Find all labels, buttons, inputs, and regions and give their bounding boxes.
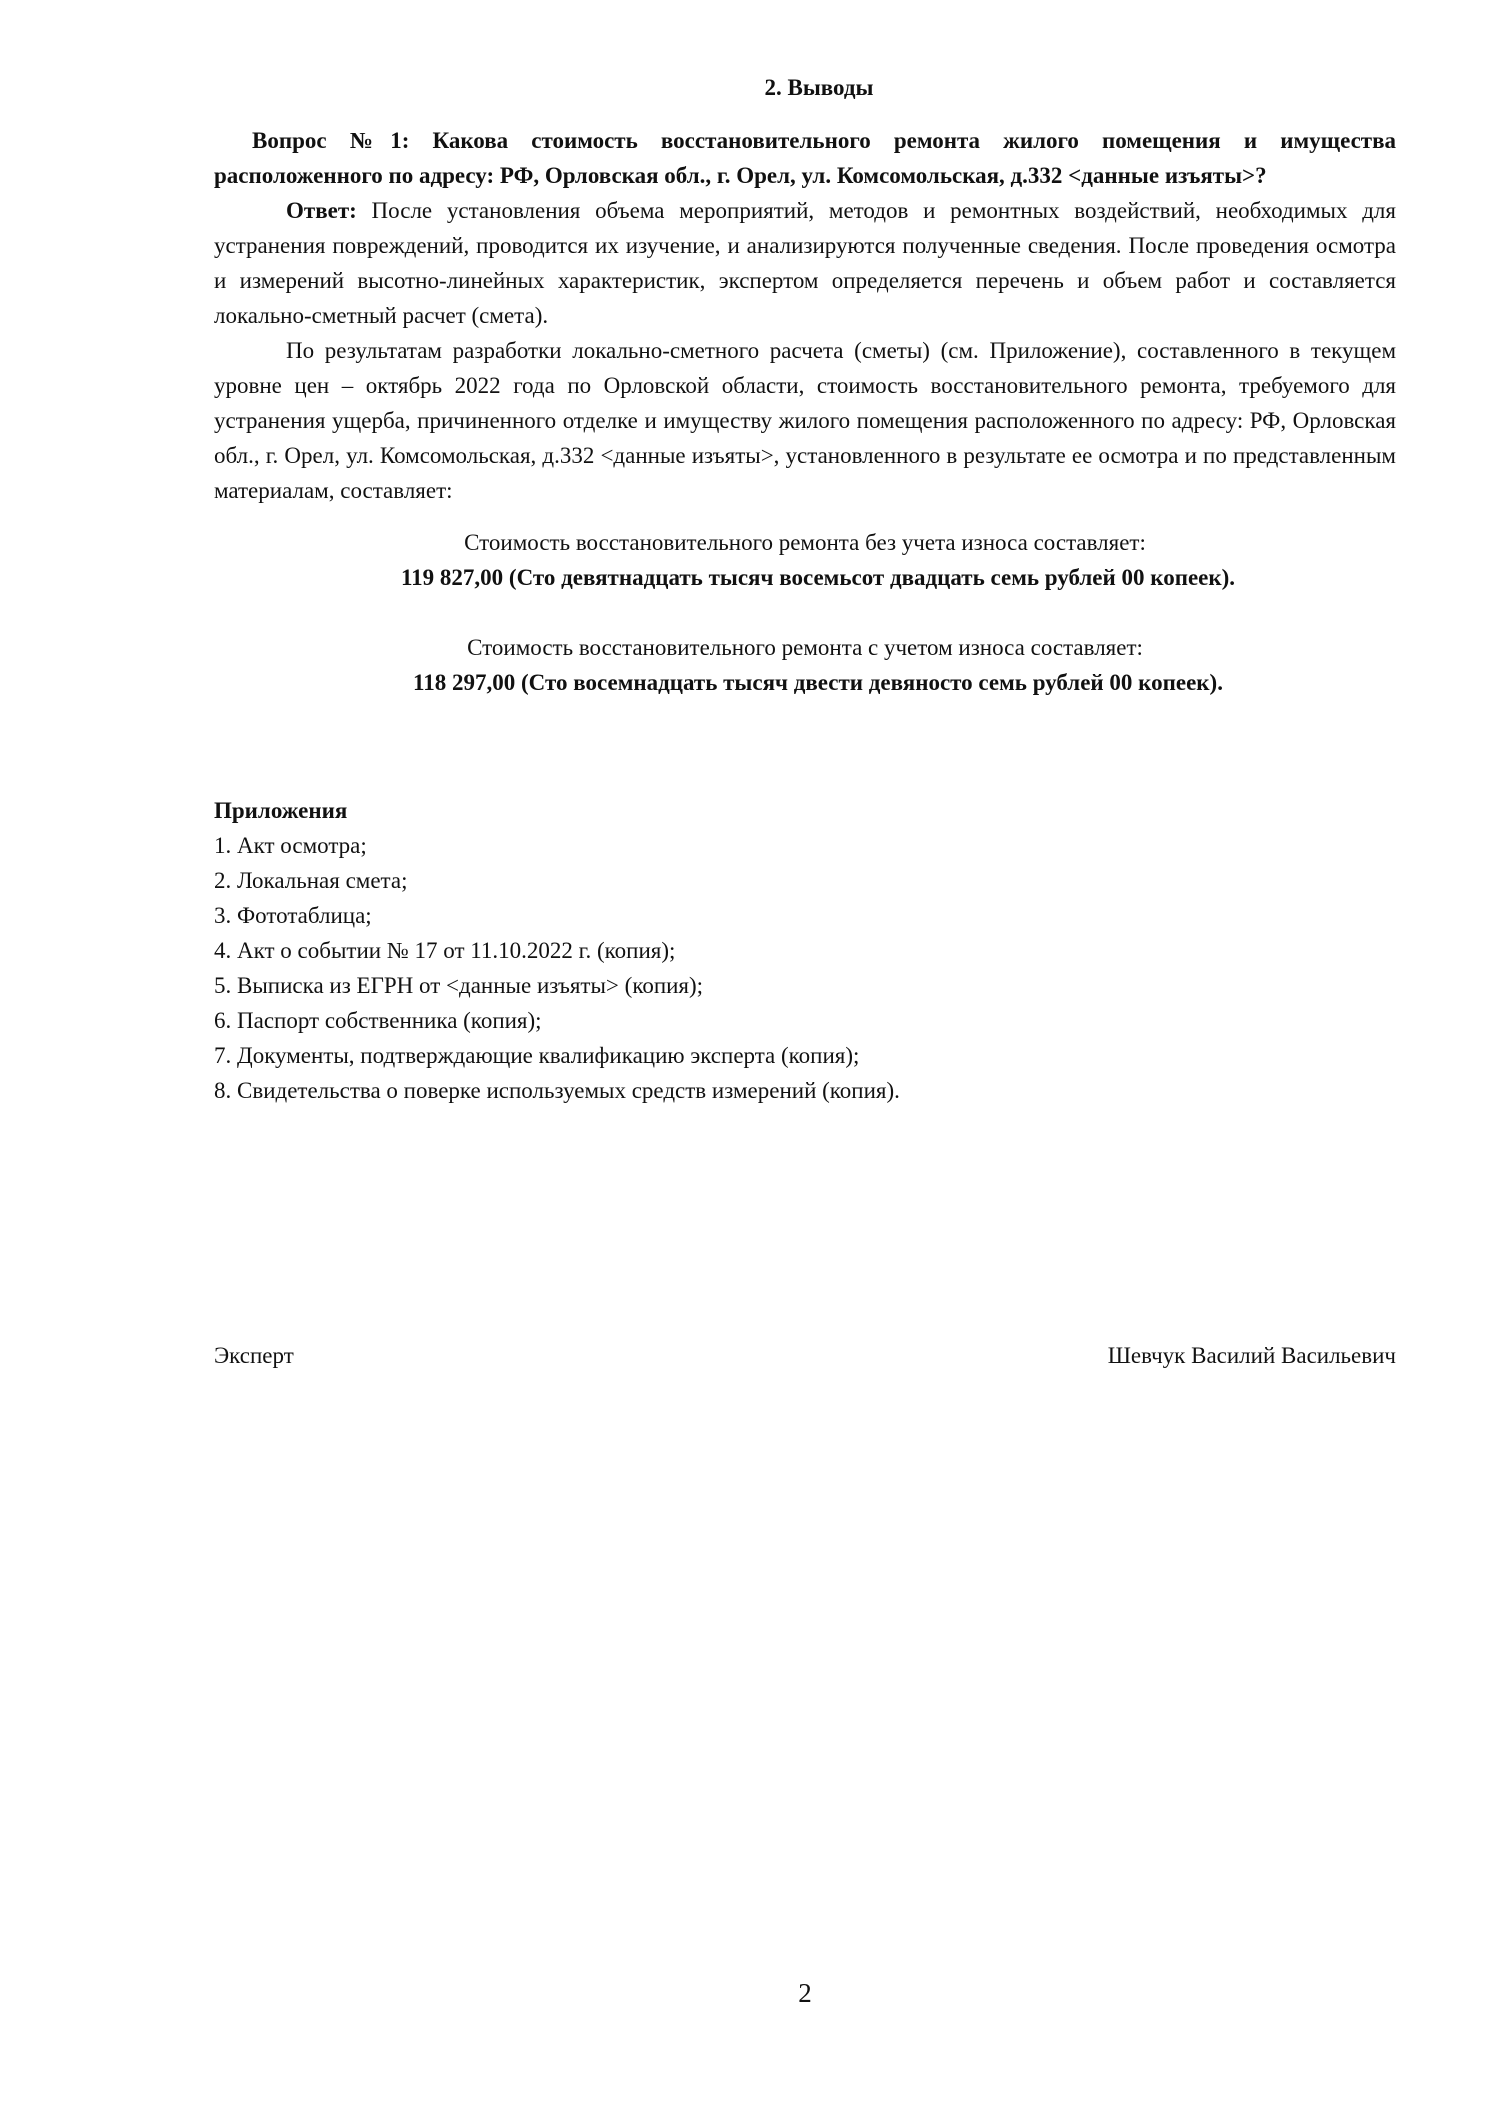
answer-label: Ответ: [286, 198, 357, 223]
cost-without-wear [214, 525, 1396, 595]
appendix-item: 4. Акт о событии № 17 от 11.10.2022 г. (копия); [214, 938, 676, 963]
signature-name: Шевчук Василий Васильевич [1107, 1343, 1396, 1368]
appendix-item: 6. Паспорт собственника (копия); [214, 1008, 542, 1033]
appendix-item: 3. Фототаблица; [214, 903, 372, 928]
cost-with-wear-amount: 118 297,00 (Сто восемнадцать тысяч двести девяносто семь рублей 00 копеек). [413, 670, 1223, 695]
appendix-item: 8. Свидетельства о поверке используемых средств измерений (копия). [214, 1078, 900, 1103]
results-paragraph: По результатам разработки локально-сметного расчета (сметы) (см. Приложение), составленного в текущем уровне цен – октябрь 2022 года по Орловской области, стоимость восстановительного ремонта, требуемого для устранения ущерба, причиненного отделке и имуществу жилого помещения расположенного по адресу: РФ, Орловская обл., г. Орел, ул. Комсомольская, д.332 <данные изъяты>, установленного в результате ее осмотра и по представленным материалам, составляет: [214, 338, 1396, 503]
answer-paragraph [214, 193, 1396, 333]
section-heading: 2. Выводы [764, 75, 874, 100]
cost-with-wear [214, 630, 1396, 700]
cost-without-wear-amount: 119 827,00 (Сто девятнадцать тысяч восемьсот двадцать семь рублей 00 копеек). [400, 565, 1236, 590]
cost-with-wear-caption: Стоимость восстановительного ремонта с учетом износа составляет: [467, 635, 1143, 660]
page-number: 2 [798, 1978, 812, 2008]
document-body [214, 70, 1396, 1108]
appendix-item: 1. Акт осмотра; [214, 833, 367, 858]
appendix-item: 5. Выписка из ЕГРН от <данные изъяты> (копия); [214, 973, 704, 998]
appendix-item: 7. Документы, подтверждающие квалификацию эксперта (копия); [214, 1043, 860, 1068]
signature-line [214, 1338, 1396, 1373]
answer-text: После установления объема мероприятий, методов и ремонтных воздействий, необходимых для устранения повреждений, проводится их изучение, и анализируются полученные сведения. После проведения осмотра и измерений высотно-линейных характеристик, экспертом определяется перечень и объем работ и составляется локально-сметный расчет (смета). [214, 198, 1396, 328]
appendix-title: Приложения [214, 798, 348, 823]
appendix-section [214, 793, 1396, 1108]
appendix-list [214, 828, 1396, 1108]
cost-without-wear-caption: Стоимость восстановительного ремонта без учета износа составляет: [464, 530, 1146, 555]
appendix-item: 2. Локальная смета; [214, 868, 408, 893]
question-text: Вопрос №1: Какова стоимость восстановительного ремонта жилого помещения и имущества расположенного по адресу: РФ, Орловская обл., г. Орел, ул. Комсомольская, д.332 <данные изъяты>? [214, 128, 1396, 188]
signature-role: Эксперт [214, 1343, 294, 1368]
